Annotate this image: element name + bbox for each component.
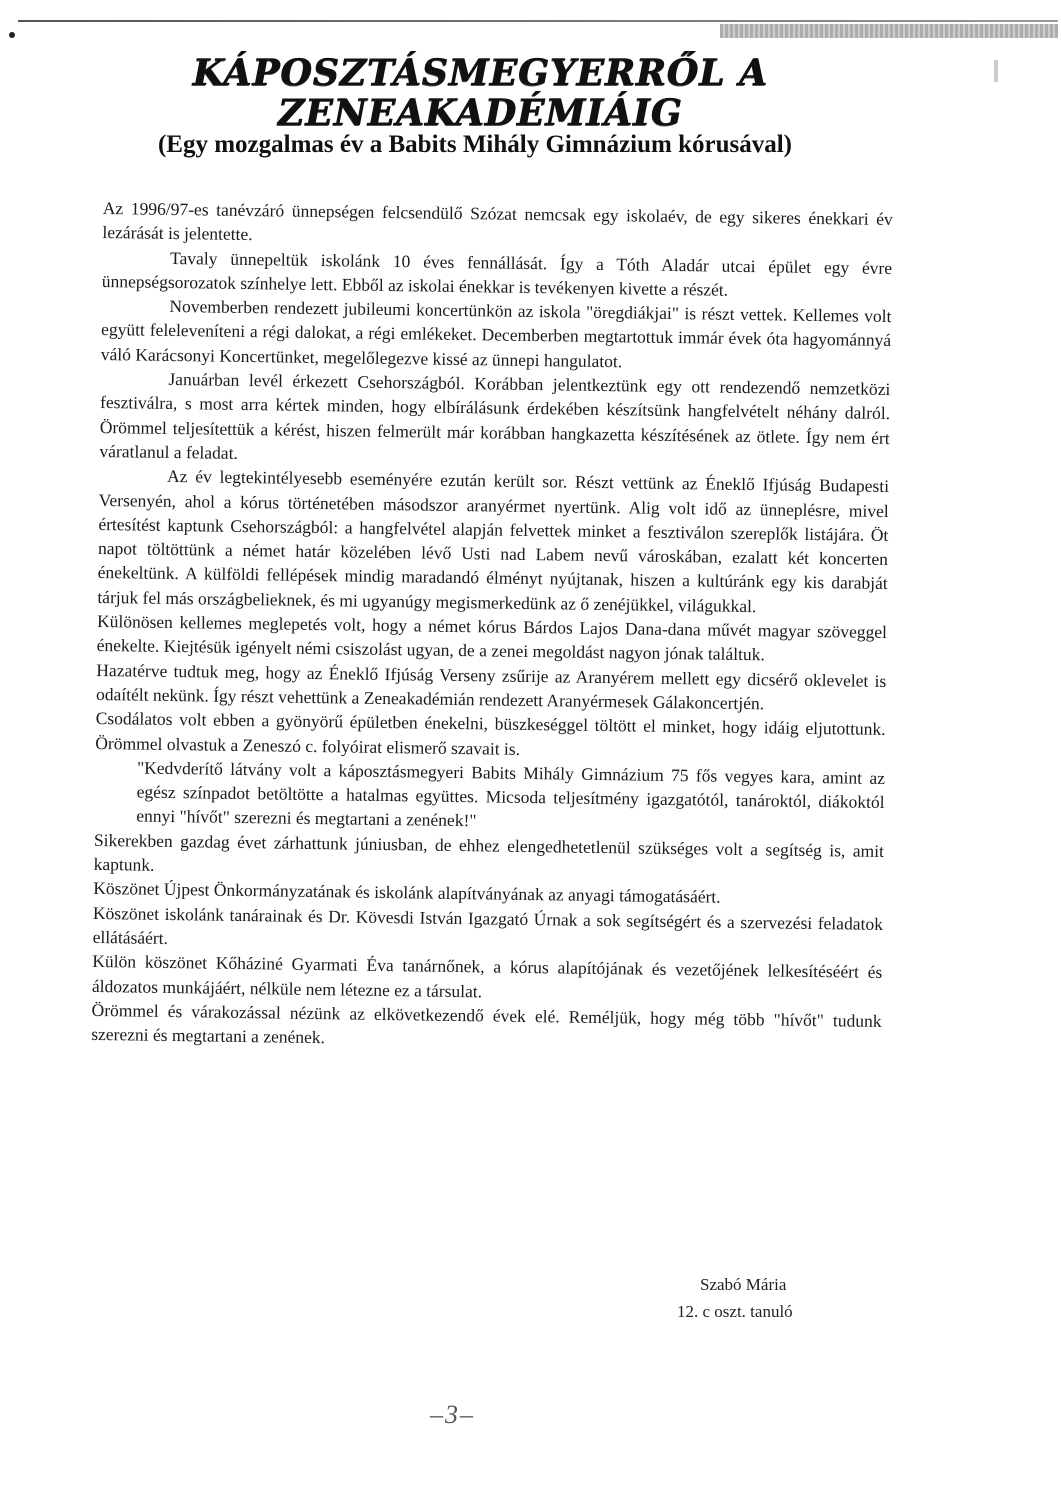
scan-artifact-bar bbox=[720, 24, 1058, 38]
paragraph: Az 1996/97-es tanévzáró ünnepségen felcsendülő Szózat nemcsak egy iskolaév, de egy sikeres énekkari év lezárását is jelentette. bbox=[102, 197, 893, 245]
article-body bbox=[91, 196, 893, 1057]
document-title-line-2: ZENEAKADÉMIÁIG bbox=[277, 92, 683, 134]
signature-name: Szabó Mária bbox=[700, 1275, 787, 1294]
paragraph: Külön köszönet Kőháziné Gyarmati Éva tanárnőnek, a kórus alapítójának és vezetőjének lelkesítéséért és áldozatos munkájáért, nélküle nem létezne ez a társulat. bbox=[91, 951, 883, 1001]
document-subtitle: (Egy mozgalmas év a Babits Mihály Gimnázium kórusával) bbox=[157, 131, 793, 158]
paragraph: Tavaly ünnepeltük iskolánk 10 éves fennállását. Így a Tóth Aladár utcai épület egy évre ünnepségsorozatok színhelye lett. Ebből az iskolai énekkar is tevékenyen kivette a részét. bbox=[101, 247, 893, 300]
paragraph: Sikerekben gazdag évet zárhattunk júniusban, de ehhez elengedhetetlenül szükséges volt a segítség is, amit kaptunk. bbox=[93, 829, 885, 875]
quotation: "Kedvderítő látvány volt a káposztásmegyeri Babits Mihály Gimnázium 75 fős vegyes kara, amint az egész színpadot betöltötte a hatalmas együttes. Micsoda teljesítmény igazgatótól, tanároktól, diákoktól ennyi "hívőt" szerezni és megtartani a zenének!" bbox=[136, 757, 886, 831]
margin-mark bbox=[994, 60, 998, 82]
paragraph: Januárban levél érkezett Csehországból. Korábban jelentkeztünk egy ott rendezendő nemzetközi fesztiválra, s most arra kértek minden, hogy elbírálásunk érdekében készítsünk hangfelvételt néhány dalról. Örömmel teljesítettük a kérést, hiszen felmerült már korábban hangkazetta készítésének az ötlete. Így nem ért váratlanul a feladat. bbox=[99, 369, 891, 463]
signature-role: 12. c oszt. tanuló bbox=[677, 1302, 793, 1321]
paragraph: Köszönet Újpest Önkormányzatának és iskolánk alapítványának az anyagi támogatásáért. bbox=[93, 878, 721, 908]
paragraph: Különösen kellemes meglepetés volt, hogy a német kórus Bárdos Lajos Dana-dana művét magyar szöveggel énekelte. Kiejtésük igényelt némi csiszolást ugyan, de a zenei megoldást nagyon jónak találtuk. bbox=[96, 611, 888, 665]
paragraph: Csodálatos volt ebben a gyönyörű épületben énekelni, büszkeséggel töltött el minket, hogy idáig eljutottunk. Örömmel olvastuk a Zeneszó c. folyóirat elismerő szavait is. bbox=[95, 708, 886, 759]
scan-edge-line bbox=[18, 20, 1058, 22]
paragraph: Köszönet iskolánk tanárainak és Dr. Kövesdi István Igazgató Úrnak a sok segítségért és a szervezési feladatok ellátásáért. bbox=[92, 902, 884, 948]
paragraph: Hazatérve tudtuk meg, hogy az Éneklő Ifjúság Verseny zsűrije az Aranyérem mellett egy dicsérő oklevelet is odaítélt nekünk. Így részt vehettünk a Zeneakadémián rendezett Aranyérmesek Gálakoncertjén. bbox=[95, 659, 887, 714]
document-title-line-1: KÁPOSZTÁSMEGYERRŐL A bbox=[192, 52, 768, 94]
paragraph: Novemberben rendezett jubileumi koncertünkön az iskola "öregdiákjai" is részt vettek. Kellemes volt együtt feleleveníteni a régi dalokat, a régi emlékeket. Decemberben megtartottuk immár évek óta hagyománnyá váló Karácsonyi Koncertünket, megelőlegezve kissé az ünnepi hangulatot. bbox=[100, 296, 892, 372]
paragraph: Az év legtekintélyesebb eseményére ezután került sor. Részt vettünk az Éneklő Ifjúság Budapesti Versenyén, ahol a kórus történetében másodszor aranyérmet nyertünk. Alig volt idő az ünneplésre, mivel értesítést kaptunk Csehországból: a hangfelvétel alapján felvettek minket a fesztiválon szereplők listájára. Öt napot töltöttünk a német határ közelében lévő Usti nad Labem nevű városkában, ezalatt két koncerten énekeltünk. A külföldi fellépések mindig maradandó élményt nyújtanak, hiszen a kultúránk egy kis darabját tárjuk fel más országbelieknek, és mi ugyanúgy megismerkedünk az ő zenéjükkel, világukkal. bbox=[97, 466, 890, 616]
page-number: –3– bbox=[430, 1400, 475, 1429]
paragraph: Örömmel és várakozással nézünk az elkövetkezendő évek elé. Reméljük, hogy még több "hívőt" tudunk szerezni és megtartani a zenének. bbox=[91, 999, 882, 1048]
margin-dot bbox=[9, 32, 15, 38]
